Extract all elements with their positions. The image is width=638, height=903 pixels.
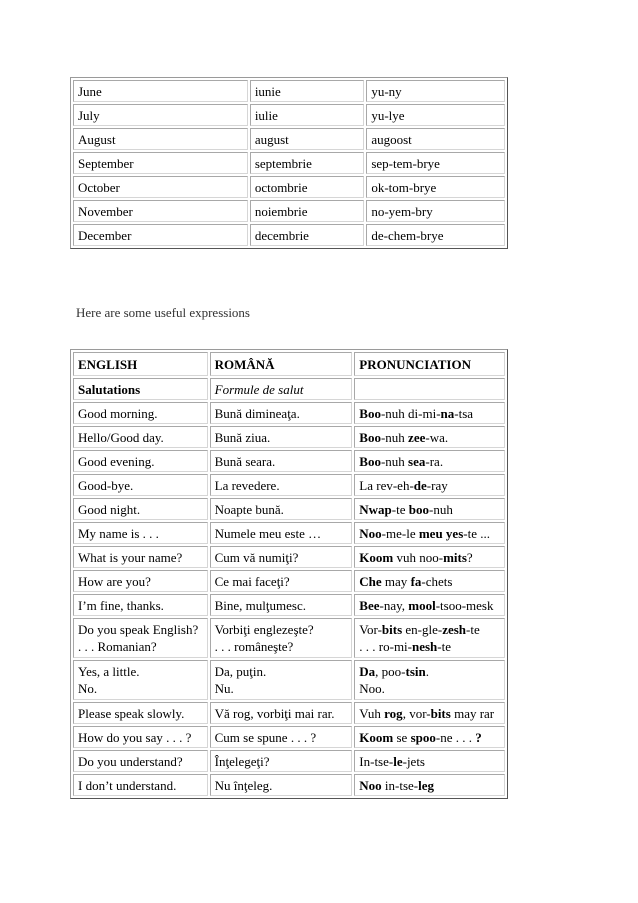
syllable: -me-le: [381, 525, 419, 541]
month-pronunciation: yu-lye: [366, 104, 505, 126]
expression-english: [73, 570, 208, 592]
expressions-header-row: [73, 352, 505, 376]
section-pronunciation: [354, 378, 505, 400]
syllable: ?: [466, 549, 473, 565]
syllable: -wa.: [425, 429, 449, 445]
stressed-syllable: de: [413, 477, 427, 493]
expression-row: [73, 594, 505, 616]
expression-english-line: Do you speak English?: [78, 622, 199, 637]
expression-romanian-line: Noapte bună.: [214, 501, 284, 517]
stressed-syllable: bits: [381, 622, 403, 637]
expression-romanian: [210, 546, 353, 568]
expression-row: [73, 702, 505, 724]
expression-english: [73, 594, 208, 616]
expression-pronunciation: [354, 750, 505, 772]
expression-english: [73, 402, 208, 424]
expression-romanian-line: Bună seara.: [214, 453, 276, 469]
expression-pronunciation-line: [359, 663, 500, 680]
expression-pronunciation-line: [359, 477, 500, 494]
stressed-syllable: zesh: [442, 622, 467, 637]
stressed-syllable: Noo: [359, 777, 382, 793]
expression-english: [73, 726, 208, 748]
expression-pronunciation-line: [359, 549, 500, 566]
expression-english: [73, 474, 208, 496]
expression-pronunciation: [354, 450, 505, 472]
section-english: Salutations: [73, 378, 208, 400]
month-romanian: decembrie: [250, 224, 365, 246]
syllable: , vor-: [402, 705, 431, 721]
expression-pronunciation-line: [359, 501, 500, 518]
month-english: July: [73, 104, 248, 126]
expression-romanian-line: Da, puţin.: [214, 664, 267, 679]
expression-pronunciation: [354, 402, 505, 424]
expression-row: [73, 546, 505, 568]
month-row: [73, 200, 505, 222]
expression-romanian: [210, 594, 353, 616]
expression-pronunciation-line: [359, 525, 500, 542]
expression-english-line: Good night.: [78, 501, 141, 517]
expression-english-line: Good evening.: [78, 453, 155, 469]
expression-romanian-line: . . . româneşte?: [214, 639, 294, 654]
expressions-table-body: [73, 352, 505, 796]
month-row: [73, 176, 505, 198]
expression-pronunciation: [354, 474, 505, 496]
section-row: [73, 378, 505, 400]
expression-english: [73, 660, 208, 700]
syllable: -nuh: [380, 429, 409, 445]
expression-row: [73, 750, 505, 772]
stressed-syllable: Da: [359, 664, 376, 679]
stressed-syllable: mits: [443, 549, 467, 565]
stressed-syllable: Boo: [359, 429, 381, 445]
expressions-table: [70, 349, 508, 799]
month-english: December: [73, 224, 248, 246]
syllable: In-tse-: [359, 753, 394, 769]
expression-romanian: [210, 402, 353, 424]
expression-romanian-line: Bine, mulţumesc.: [214, 597, 306, 613]
stressed-syllable: tsin: [405, 664, 426, 679]
month-romanian: noiembrie: [250, 200, 365, 222]
expression-pronunciation: [354, 594, 505, 616]
syllable: -jets: [402, 753, 425, 769]
month-english: September: [73, 152, 248, 174]
expression-romanian: [210, 522, 353, 544]
syllable: -nuh: [429, 501, 453, 517]
expression-pronunciation: [354, 702, 505, 724]
month-row: [73, 80, 505, 102]
syllable: -tsoo-mesk: [435, 597, 494, 613]
stressed-syllable: Boo: [359, 405, 381, 421]
month-romanian: iulie: [250, 104, 365, 126]
expression-pronunciation-line: [359, 680, 500, 697]
month-row: [73, 104, 505, 126]
expression-english: [73, 546, 208, 568]
stressed-syllable: Che: [359, 573, 382, 589]
expression-row: [73, 426, 505, 448]
expression-english-line: Good morning.: [78, 405, 158, 421]
expression-row: [73, 774, 505, 796]
month-pronunciation: sep-tem-brye: [366, 152, 505, 174]
syllable: .: [425, 664, 429, 679]
expression-romanian-line: Numele meu este …: [214, 525, 322, 541]
expression-pronunciation: [354, 660, 505, 700]
syllable: -nuh: [380, 453, 409, 469]
expression-english: [73, 702, 208, 724]
header-romanian: ROMÂNĂ: [210, 352, 353, 376]
month-english: August: [73, 128, 248, 150]
expression-english-line: How are you?: [78, 573, 151, 589]
expression-pronunciation-line: [359, 705, 500, 722]
expression-row: [73, 618, 505, 658]
syllable: -te: [466, 622, 480, 637]
expression-english: [73, 426, 208, 448]
expression-english-line: No.: [78, 681, 98, 696]
expression-english: [73, 774, 208, 796]
expression-english-line: I don’t understand.: [78, 777, 177, 793]
expression-pronunciation-line: [359, 405, 500, 422]
month-english: November: [73, 200, 248, 222]
expression-romanian-line: Ce mai faceţi?: [214, 573, 290, 589]
syllable: se: [393, 729, 411, 745]
expression-romanian-line: Vorbiţi englezeşte?: [214, 622, 314, 637]
stressed-syllable: ?: [475, 729, 482, 745]
expression-romanian-line: Vă rog, vorbiţi mai rar.: [214, 705, 335, 721]
month-english: June: [73, 80, 248, 102]
syllable: Noo.: [359, 681, 385, 696]
expression-pronunciation: [354, 570, 505, 592]
expression-romanian-line: Bună dimineaţa.: [214, 405, 300, 421]
stressed-syllable: leg: [418, 777, 435, 793]
month-pronunciation: ok-tom-brye: [366, 176, 505, 198]
expression-romanian: [210, 774, 353, 796]
month-romanian: iunie: [250, 80, 365, 102]
syllable: -chets: [421, 573, 453, 589]
expression-pronunciation: [354, 774, 505, 796]
expression-row: [73, 660, 505, 700]
syllable: may: [381, 573, 411, 589]
expression-romanian-line: Înţelegeţi?: [214, 753, 270, 769]
syllable: -ray: [426, 477, 448, 493]
expression-pronunciation: [354, 522, 505, 544]
expression-row: [73, 570, 505, 592]
expression-pronunciation-line: [359, 777, 500, 794]
expression-pronunciation-line: [359, 729, 500, 746]
expression-romanian-line: Cum se spune . . . ?: [214, 729, 317, 745]
expression-english: [73, 618, 208, 658]
expression-english-line: I’m fine, thanks.: [78, 597, 164, 613]
syllable: -ne . . .: [435, 729, 476, 745]
expression-romanian-line: Nu înţeleg.: [214, 777, 273, 793]
syllable: La rev-eh-: [359, 477, 414, 493]
stressed-syllable: na: [440, 405, 455, 421]
section-romanian: Formule de salut: [210, 378, 353, 400]
intro-text: Here are some useful expressions: [76, 305, 250, 320]
expression-english-line: My name is . . .: [78, 525, 159, 541]
syllable: -te ...: [463, 525, 490, 541]
month-row: [73, 224, 505, 246]
syllable: -te: [391, 501, 409, 517]
expression-pronunciation: [354, 426, 505, 448]
expression-english-line: How do you say . . . ?: [78, 729, 192, 745]
stressed-syllable: Noo: [359, 525, 382, 541]
syllable: Vor-: [359, 622, 382, 637]
stressed-syllable: mool: [408, 597, 436, 613]
expression-row: [73, 450, 505, 472]
syllable: -tsa: [454, 405, 474, 421]
expression-pronunciation-line: [359, 621, 500, 638]
syllable: may rar: [450, 705, 495, 721]
expression-romanian: [210, 750, 353, 772]
stressed-syllable: Koom: [359, 549, 394, 565]
month-pronunciation: de-chem-brye: [366, 224, 505, 246]
syllable: -nuh di-mi-: [380, 405, 441, 421]
stressed-syllable: meu yes: [418, 525, 464, 541]
expression-english-line: . . . Romanian?: [78, 639, 157, 654]
expression-romanian: [210, 702, 353, 724]
syllable: vuh noo-: [393, 549, 444, 565]
syllable: -te: [437, 639, 452, 654]
expression-row: [73, 402, 505, 424]
expression-romanian: [210, 660, 353, 700]
syllable: . . . ro-mi-: [359, 639, 412, 654]
expression-english: [73, 750, 208, 772]
expression-pronunciation-line: [359, 573, 500, 590]
stressed-syllable: Bee: [359, 597, 380, 613]
expression-english: [73, 498, 208, 520]
expression-romanian-line: Nu.: [214, 681, 234, 696]
expression-romanian: [210, 450, 353, 472]
months-table: [70, 77, 508, 249]
month-row: [73, 152, 505, 174]
expression-romanian-line: La revedere.: [214, 477, 280, 493]
expression-romanian-line: Bună ziua.: [214, 429, 271, 445]
expression-pronunciation-line: [359, 638, 500, 655]
expression-row: [73, 726, 505, 748]
expression-romanian: [210, 498, 353, 520]
stressed-syllable: Koom: [359, 729, 394, 745]
month-pronunciation: augoost: [366, 128, 505, 150]
stressed-syllable: Nwap: [359, 501, 392, 517]
expression-pronunciation-line: [359, 753, 500, 770]
header-english: ENGLISH: [73, 352, 208, 376]
stressed-syllable: Boo: [359, 453, 381, 469]
expression-romanian: [210, 726, 353, 748]
expression-pronunciation-line: [359, 597, 500, 614]
expression-english-line: What is your name?: [78, 549, 183, 565]
month-romanian: septembrie: [250, 152, 365, 174]
expression-english: [73, 450, 208, 472]
header-pronunciation: PRONUNCIATION: [354, 352, 505, 376]
syllable: en-gle-: [402, 622, 443, 637]
months-table-body: [73, 80, 505, 246]
syllable: , poo-: [375, 664, 406, 679]
month-pronunciation: no-yem-bry: [366, 200, 505, 222]
expression-row: [73, 474, 505, 496]
expression-row: [73, 522, 505, 544]
expression-pronunciation-line: [359, 453, 500, 470]
expression-english: [73, 522, 208, 544]
month-pronunciation: yu-ny: [366, 80, 505, 102]
expression-romanian: [210, 426, 353, 448]
expression-english-line: Do you understand?: [78, 753, 183, 769]
expression-pronunciation: [354, 498, 505, 520]
expression-romanian-line: Cum vă numiţi?: [214, 549, 299, 565]
expression-row: [73, 498, 505, 520]
stressed-syllable: boo: [408, 501, 429, 517]
month-romanian: august: [250, 128, 365, 150]
month-row: [73, 128, 505, 150]
expression-english-line: Good-bye.: [78, 477, 134, 493]
expression-english-line: Hello/Good day.: [78, 429, 164, 445]
stressed-syllable: rog: [384, 705, 403, 721]
expression-romanian: [210, 570, 353, 592]
syllable: Vuh: [359, 705, 385, 721]
stressed-syllable: spoo: [410, 729, 436, 745]
month-romanian: octombrie: [250, 176, 365, 198]
stressed-syllable: sea: [408, 453, 426, 469]
stressed-syllable: nesh: [412, 639, 438, 654]
stressed-syllable: le: [393, 753, 403, 769]
stressed-syllable: bits: [430, 705, 451, 721]
expression-pronunciation: [354, 618, 505, 658]
expression-pronunciation: [354, 726, 505, 748]
stressed-syllable: fa: [410, 573, 422, 589]
expression-romanian: [210, 474, 353, 496]
expression-pronunciation: [354, 546, 505, 568]
syllable: -ra.: [425, 453, 444, 469]
syllable: in-tse-: [381, 777, 419, 793]
stressed-syllable: zee: [408, 429, 426, 445]
syllable: -nay,: [379, 597, 409, 613]
expression-romanian: [210, 618, 353, 658]
expression-english-line: Please speak slowly.: [78, 705, 185, 721]
expression-pronunciation-line: [359, 429, 500, 446]
expression-english-line: Yes, a little.: [78, 664, 140, 679]
month-english: October: [73, 176, 248, 198]
